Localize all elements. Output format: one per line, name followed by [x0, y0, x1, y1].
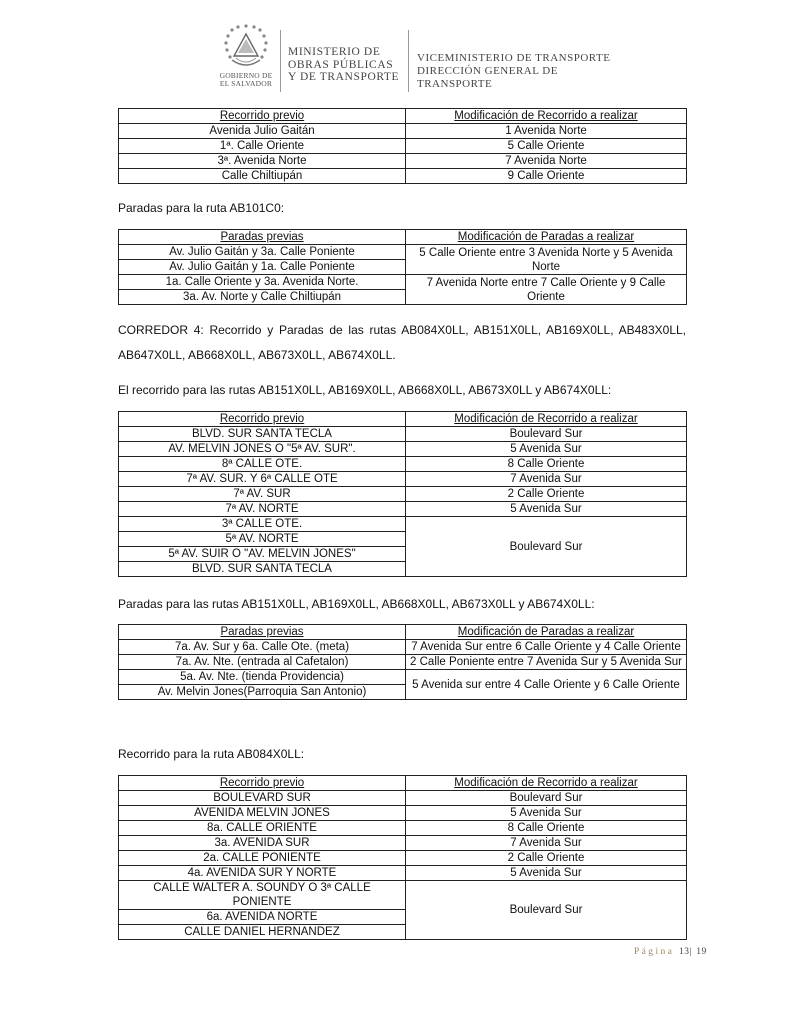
table-row	[119, 502, 687, 517]
table-header-row	[119, 109, 687, 124]
header-divider	[280, 30, 281, 92]
coat-of-arms-icon	[216, 24, 276, 74]
viceministry-name	[417, 52, 630, 91]
ministry-line-1: MINISTERIO DE	[288, 46, 381, 58]
corridor-heading: CORREDOR 4: Recorrido y Paradas de las rutas AB084X0LL, AB151X0LL, AB169X0LL, AB483X0LL, AB647X0LL, AB668X0LL, AB673X0LL, AB674X0LL.	[118, 323, 686, 362]
table-row	[119, 640, 687, 655]
table-cell: 7 Avenida Norte	[406, 154, 687, 169]
table-cell: Boulevard Sur	[406, 427, 687, 442]
page-number: 13	[679, 947, 690, 957]
table-row	[119, 245, 687, 260]
table-cell: 2 Calle Poniente entre 7 Avenida Sur y 5 Avenida Sur	[406, 655, 687, 670]
table-row	[119, 275, 687, 290]
table-cell: CALLE WALTER A. SOUNDY O 3ª CALLE PONIENTE	[119, 881, 406, 910]
table-cell: Boulevard Sur	[406, 881, 687, 940]
stops-change-table-1	[118, 229, 687, 305]
table-cell: CALLE DANIEL HERNANDEZ	[119, 925, 406, 940]
table-row	[119, 881, 687, 910]
table-cell: Calle Chiltiupán	[119, 169, 406, 184]
table-row	[119, 487, 687, 502]
page-separator: |	[689, 947, 692, 957]
table-row	[119, 836, 687, 851]
table-cell: 6a. AVENIDA NORTE	[119, 910, 406, 925]
table-row	[119, 806, 687, 821]
table-cell: 3ª CALLE OTE.	[119, 517, 406, 532]
paragraph: Paradas para la ruta AB101C0:	[118, 201, 285, 215]
table-cell: 7ª AV. SUR	[119, 487, 406, 502]
table-cell: 3ª. Avenida Norte	[119, 154, 406, 169]
page-label: Página	[634, 947, 675, 957]
table-header-row	[119, 625, 687, 640]
table-cell: 8 Calle Oriente	[406, 821, 687, 836]
vice-line-2: DIRECCIÓN GENERAL DE TRANSPORTE	[417, 65, 558, 90]
table-row	[119, 655, 687, 670]
table-cell: 8a. CALLE ORIENTE	[119, 821, 406, 836]
ministry-line-3: Y DE TRANSPORTE	[288, 71, 400, 83]
table-row	[119, 427, 687, 442]
table-header-row	[119, 412, 687, 427]
table-cell: 8ª CALLE OTE.	[119, 457, 406, 472]
table-row	[119, 442, 687, 457]
table-cell: Avenida Julio Gaitán	[119, 124, 406, 139]
page-header	[210, 20, 630, 92]
table-cell: 2a. CALLE PONIENTE	[119, 851, 406, 866]
table-cell: 5ª AV. SUIR O "AV. MELVIN JONES"	[119, 547, 406, 562]
table-cell: 7a. Av. Nte. (entrada al Cafetalon)	[119, 655, 406, 670]
route-change-table-1	[118, 108, 687, 184]
table-row	[119, 154, 687, 169]
table-cell: 5a. Av. Nte. (tienda Providencia)	[119, 670, 406, 685]
table-cell: 7 Avenida Norte entre 7 Calle Oriente y 9 Calle Oriente	[406, 275, 687, 305]
table-cell: Boulevard Sur	[406, 517, 687, 577]
route-change-table-3	[118, 775, 687, 940]
table-cell: Av. Julio Gaitán y 3a. Calle Poniente	[119, 245, 406, 260]
table-cell: 7ª AV. SUR. Y 6ª CALLE OTE	[119, 472, 406, 487]
table-cell: 9 Calle Oriente	[406, 169, 687, 184]
table-cell: 1 Avenida Norte	[406, 124, 687, 139]
table-cell: 7 Avenida Sur entre 6 Calle Oriente y 4 Calle Oriente	[406, 640, 687, 655]
table-cell: 2 Calle Oriente	[406, 851, 687, 866]
column-header: Modificación de Paradas a realizar	[406, 625, 687, 640]
table-row	[119, 139, 687, 154]
table-cell: BLVD. SUR SANTA TECLA	[119, 562, 406, 577]
table-row	[119, 821, 687, 836]
column-header: Modificación de Recorrido a realizar	[406, 412, 687, 427]
table-cell: 5 Avenida Sur	[406, 806, 687, 821]
gov-line-2: EL SALVADOR	[219, 79, 273, 88]
table-row	[119, 517, 687, 532]
table-cell: 5 Avenida Sur	[406, 442, 687, 457]
table-row	[119, 866, 687, 881]
table-cell: 5 Avenida sur entre 4 Calle Oriente y 6 Calle Oriente	[406, 670, 687, 700]
government-label	[210, 72, 282, 88]
table-cell: 3a. Av. Norte y Calle Chiltiupán	[119, 290, 406, 305]
table-cell: BLVD. SUR SANTA TECLA	[119, 427, 406, 442]
table-cell: 7ª AV. NORTE	[119, 502, 406, 517]
table-row	[119, 472, 687, 487]
column-header: Paradas previas	[119, 625, 406, 640]
paragraph: Recorrido para la ruta AB084X0LL:	[118, 747, 305, 761]
route-change-table-2	[118, 411, 687, 577]
table-cell: Av. Melvin Jones(Parroquia San Antonio)	[119, 685, 406, 700]
table-row	[119, 670, 687, 685]
stops-change-table-2	[118, 624, 687, 700]
column-header: Recorrido previo	[119, 776, 406, 791]
column-header: Modificación de Recorrido a realizar	[406, 109, 687, 124]
table-cell: 7 Avenida Sur	[406, 836, 687, 851]
table-cell: 2 Calle Oriente	[406, 487, 687, 502]
column-header: Modificación de Recorrido a realizar	[406, 776, 687, 791]
table-row	[119, 851, 687, 866]
table-cell: 3a. AVENIDA SUR	[119, 836, 406, 851]
table-cell: 8 Calle Oriente	[406, 457, 687, 472]
page-footer	[634, 947, 707, 957]
table-header-row	[119, 776, 687, 791]
paragraph: Paradas para las rutas AB151X0LL, AB169X0LL, AB668X0LL, AB673X0LL y AB674X0LL:	[118, 597, 595, 611]
table-cell: AV. MELVIN JONES O "5ª AV. SUR".	[119, 442, 406, 457]
table-cell: 5 Calle Oriente entre 3 Avenida Norte y 5 Avenida Norte	[406, 245, 687, 275]
table-cell: 1ª. Calle Oriente	[119, 139, 406, 154]
table-cell: 5 Avenida Sur	[406, 866, 687, 881]
table-cell: Boulevard Sur	[406, 791, 687, 806]
table-cell: 7 Avenida Sur	[406, 472, 687, 487]
column-header: Paradas previas	[119, 230, 406, 245]
table-cell: 5ª AV. NORTE	[119, 532, 406, 547]
column-header: Modificación de Paradas a realizar	[406, 230, 687, 245]
table-row	[119, 169, 687, 184]
table-cell: 7a. Av. Sur y 6a. Calle Ote. (meta)	[119, 640, 406, 655]
paragraph: El recorrido para las rutas AB151X0LL, AB169X0LL, AB668X0LL, AB673X0LL y AB674X0LL:	[118, 383, 612, 397]
ministry-name	[288, 46, 399, 84]
table-cell: AVENIDA MELVIN JONES	[119, 806, 406, 821]
table-cell: 5 Calle Oriente	[406, 139, 687, 154]
table-cell: Av. Julio Gaitán y 1a. Calle Poniente	[119, 260, 406, 275]
vice-line-1: VICEMINISTERIO DE TRANSPORTE	[417, 52, 611, 64]
column-header: Recorrido previo	[119, 412, 406, 427]
table-header-row	[119, 230, 687, 245]
table-cell: 1a. Calle Oriente y 3a. Avenida Norte.	[119, 275, 406, 290]
gov-line-1: GOBIERNO DE	[219, 71, 273, 80]
table-row	[119, 124, 687, 139]
ministry-line-2: OBRAS PÚBLICAS	[288, 58, 394, 71]
table-row	[119, 457, 687, 472]
column-header: Recorrido previo	[119, 109, 406, 124]
page-total: 19	[696, 947, 707, 957]
table-cell: 4a. AVENIDA SUR Y NORTE	[119, 866, 406, 881]
table-row	[119, 791, 687, 806]
table-cell: 5 Avenida Sur	[406, 502, 687, 517]
table-cell: BOULEVARD SUR	[119, 791, 406, 806]
header-divider	[408, 30, 409, 92]
